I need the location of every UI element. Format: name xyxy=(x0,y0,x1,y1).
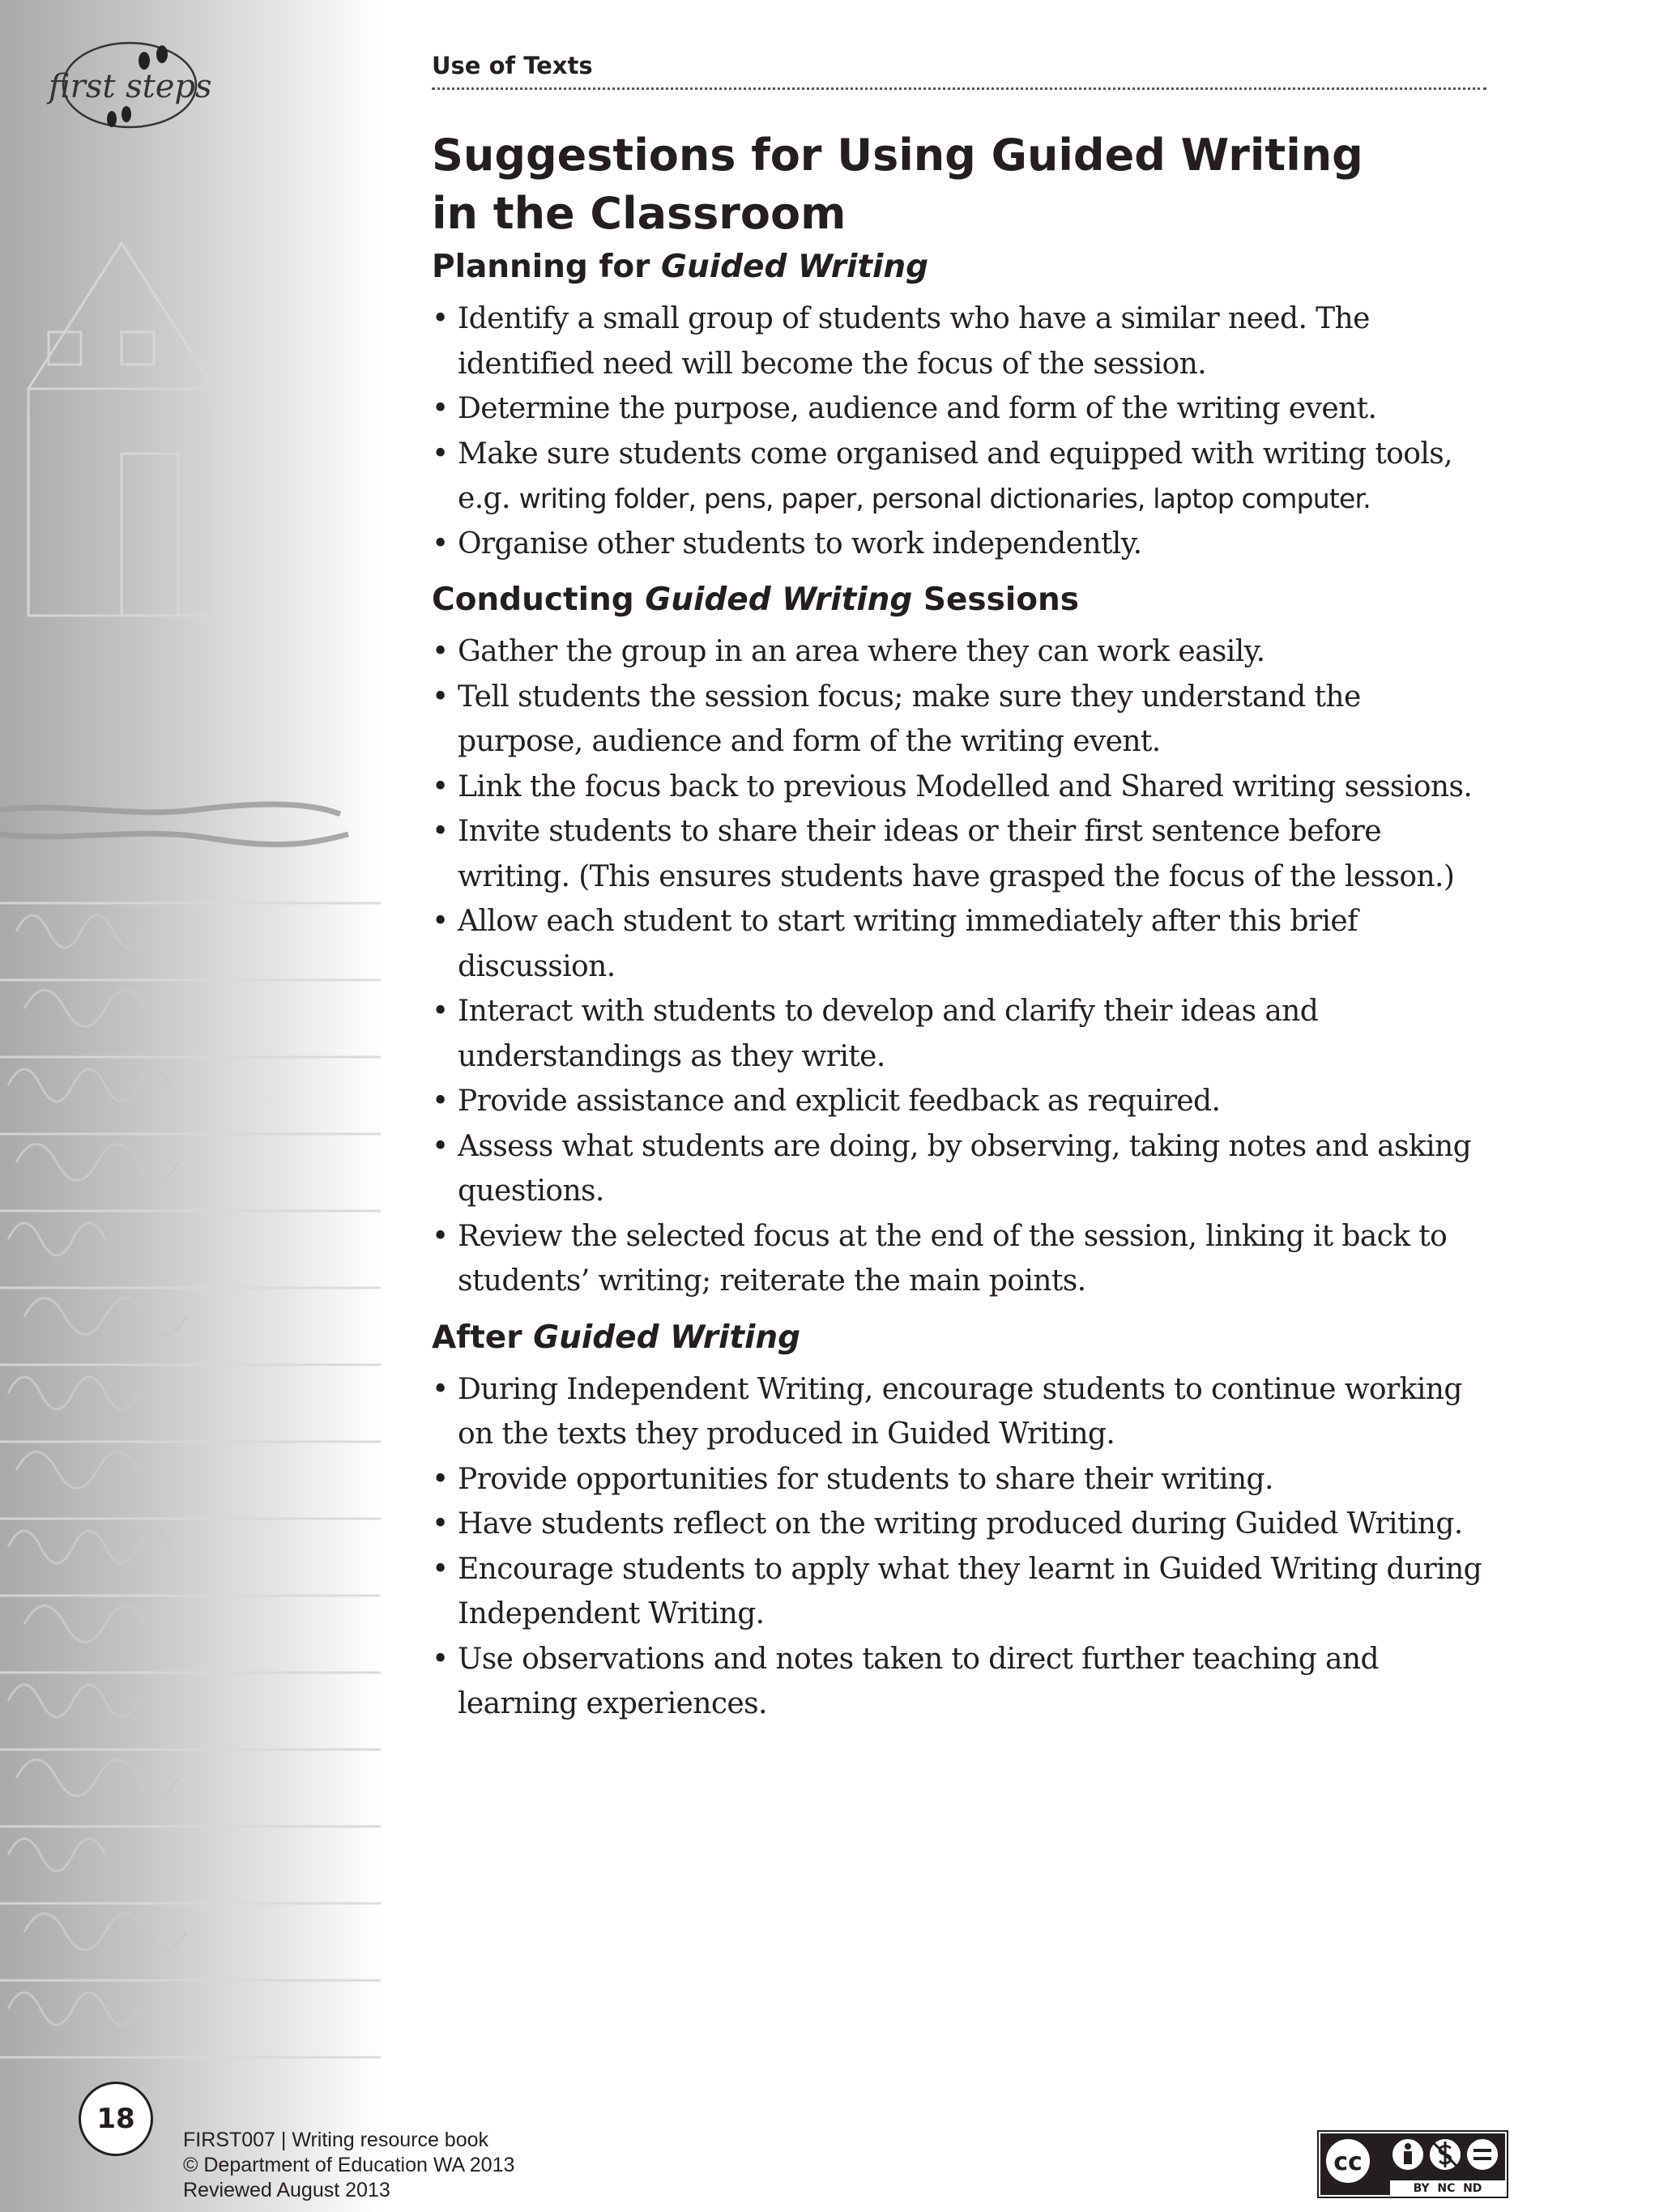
after-heading-italic: Guided Writing xyxy=(533,1319,801,1356)
list-item xyxy=(432,522,1493,567)
planning-heading xyxy=(432,246,1493,288)
list-item xyxy=(432,1637,1493,1727)
list-item-text: Use observations and notes taken to direct further teaching and learning experiences. xyxy=(458,1642,1379,1720)
list-item xyxy=(432,1457,1493,1502)
list-item-text: Have students reflect on the writing produced during Guided Writing. xyxy=(458,1507,1463,1541)
list-item-text: Provide assistance and explicit feedback as required. xyxy=(458,1085,1221,1118)
planning-list xyxy=(432,296,1493,566)
list-item-text: Assess what students are doing, by observing, taking notes and asking questions. xyxy=(458,1129,1472,1208)
list-item-text: During Independent Writing, encourage students to continue working on the texts they produced in Guided Writing. xyxy=(458,1372,1462,1451)
list-item xyxy=(432,1214,1493,1304)
planning-heading-prefix: Planning for xyxy=(432,249,661,285)
footer-line-3: Reviewed August 2013 xyxy=(183,2179,390,2201)
list-item-text: Gather the group in an area where they can work easily. xyxy=(458,635,1265,668)
logo-text: first steps xyxy=(49,68,212,105)
decorative-side-panel xyxy=(0,0,381,2212)
tools-list: writing folder, pens, paper, personal dictionaries, laptop computer. xyxy=(518,483,1371,514)
conducting-heading xyxy=(432,579,1493,621)
list-item xyxy=(432,432,1493,522)
page-number: 18 xyxy=(79,2082,153,2156)
list-item-text: Interact with students to develop and clarify their ideas and understandings as they write. xyxy=(458,995,1319,1073)
header-divider xyxy=(432,87,1486,90)
cc-icon-text: cc xyxy=(1333,2148,1363,2176)
conducting-list xyxy=(432,629,1493,1304)
list-item xyxy=(432,765,1493,810)
list-item-text: Link the focus back to previous Modelled and Shared writing sessions. xyxy=(458,769,1473,803)
list-item-text: Determine the purpose, audience and form of the writing event. xyxy=(458,392,1377,425)
list-item-text: Review the selected focus at the end of the session, linking it back to students’ writing; reiterate the main points. xyxy=(458,1219,1448,1298)
list-item-text: Allow each student to start writing immediately after this brief discussion. xyxy=(458,905,1358,983)
list-item-text: Make sure students come organised and equipped with writing tools, e.g. xyxy=(458,437,1452,515)
list-item xyxy=(432,296,1493,386)
list-item-text: Organise other students to work independently. xyxy=(458,526,1142,560)
after-heading xyxy=(432,1317,1493,1359)
list-item xyxy=(432,989,1493,1079)
list-item xyxy=(432,809,1493,899)
list-item xyxy=(432,675,1493,765)
list-item-text: Provide opportunities for students to share their writing. xyxy=(458,1462,1273,1496)
page-title xyxy=(432,126,1493,243)
list-item-text: Invite students to share their ideas or their first sentence before writing. (This ensures students have grasped the focus of the lesson.) xyxy=(458,815,1455,893)
list-item xyxy=(432,899,1493,989)
handwriting-background-image xyxy=(0,0,381,2212)
planning-heading-italic: Guided Writing xyxy=(661,249,929,285)
page-title-line-1: Suggestions for Using Guided Writing xyxy=(432,130,1363,181)
list-item-text: Identify a small group of students who have a similar need. The identified need will become the focus of the session. xyxy=(458,302,1370,381)
list-item xyxy=(432,1367,1493,1457)
conducting-heading-suffix: Sessions xyxy=(912,582,1079,618)
list-item xyxy=(432,1502,1493,1547)
list-item xyxy=(432,629,1493,675)
list-item xyxy=(432,386,1493,432)
page-title-line-2: in the Classroom xyxy=(432,188,847,239)
main-content xyxy=(432,126,1493,1727)
list-item-text: Encourage students to apply what they learnt in Guided Writing during Independent Writing. xyxy=(458,1552,1482,1630)
after-list xyxy=(432,1367,1493,1727)
footer-line-2: © Department of Education WA 2013 xyxy=(183,2154,515,2176)
license-terms: BY NC ND xyxy=(1413,2182,1482,2195)
after-heading-prefix: After xyxy=(432,1319,534,1356)
noderivatives-icon xyxy=(1466,2138,1499,2171)
section-label: Use of Texts xyxy=(432,52,593,79)
conducting-heading-prefix: Conducting xyxy=(432,582,646,618)
list-item xyxy=(432,1124,1493,1214)
footer-line-1: FIRST007 | Writing resource book xyxy=(183,2129,489,2151)
creative-commons-license-badge xyxy=(1317,2130,1508,2198)
list-item xyxy=(432,1079,1493,1124)
list-item-text: Tell students the session focus; make sure they understand the purpose, audience and form of the writing event. xyxy=(458,680,1361,758)
footer-credits xyxy=(183,2128,514,2203)
list-item xyxy=(432,1547,1493,1637)
conducting-heading-italic: Guided Writing xyxy=(645,582,913,618)
